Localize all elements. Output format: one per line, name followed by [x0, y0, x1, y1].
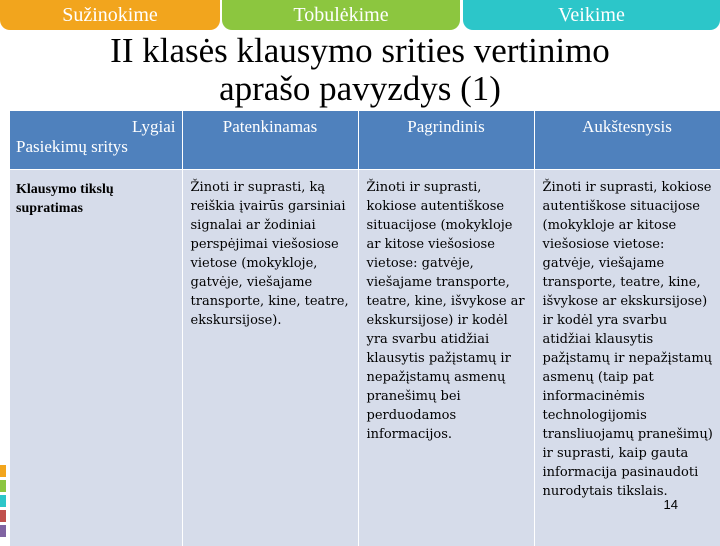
page-number: 14 [664, 497, 678, 512]
table-row [10, 170, 720, 546]
cell-satisfactory: Žinoti ir suprasti, ką reiškia įvairūs garsiniai signalai ar žodiniai perspėjimai viešosiose vietose (mokykloje, gatvėje, viešajame transporte, kine, teatre, ekskursijose). [182, 170, 358, 546]
corner-levels-label: Lygiai [16, 117, 176, 137]
cell-basic: Žinoti ir suprasti, kokiose autentiškose situacijose (mokykloje ar kitose viešosiose vietose: gatvėje, viešajame transporte, teatre, kine, išvykose ar ekskursijose) ir kodėl yra svarbu atidžiai klausytis pažįstamų ir nepažįstamų asmenų pranešimų bei perduodamos informacijos. [358, 170, 534, 546]
row-label: Klausymo tikslų supratimas [10, 170, 182, 546]
corner-header [10, 111, 182, 170]
corner-area-label: Pasiekimų sritys [16, 137, 128, 156]
slide-title-line-2: aprašo pavyzdys (1) [0, 70, 720, 108]
tab-suzinokime-label: Sužinokime [62, 0, 158, 30]
tab-veikime[interactable] [463, 0, 720, 30]
header-satisfactory: Patenkinamas [182, 111, 358, 170]
tab-suzinokime[interactable] [0, 0, 220, 30]
tab-tobulekime[interactable] [222, 0, 460, 30]
table-header-row [10, 111, 720, 170]
slide-title [0, 32, 720, 108]
header-advanced: Aukštesnysis [534, 111, 720, 170]
tab-veikime-label: Veikime [558, 4, 625, 26]
assessment-table [10, 111, 720, 541]
side-color-strip [0, 465, 6, 540]
tab-tobulekime-label: Tobulėkime [293, 4, 388, 26]
header-basic: Pagrindinis [358, 111, 534, 170]
cell-advanced: Žinoti ir suprasti, kokiose autentiškose situacijose (mokykloje ar kitose viešosiose vietose: gatvėje, viešajame transporte, teatre, kine, išvykose ar ekskursijose) ir kodėl yra svarbu atidžiai klausytis pažįstamų ir nepažįstamų asmenų (taip pat informacinėmis technologijomis transliuojamų pranešimų) ir suprasti, kaip gauta informacija pasinaudoti nurodytais tikslais. [534, 170, 720, 546]
slide-title-line-1: II klasės klausymo srities vertinimo [0, 32, 720, 70]
